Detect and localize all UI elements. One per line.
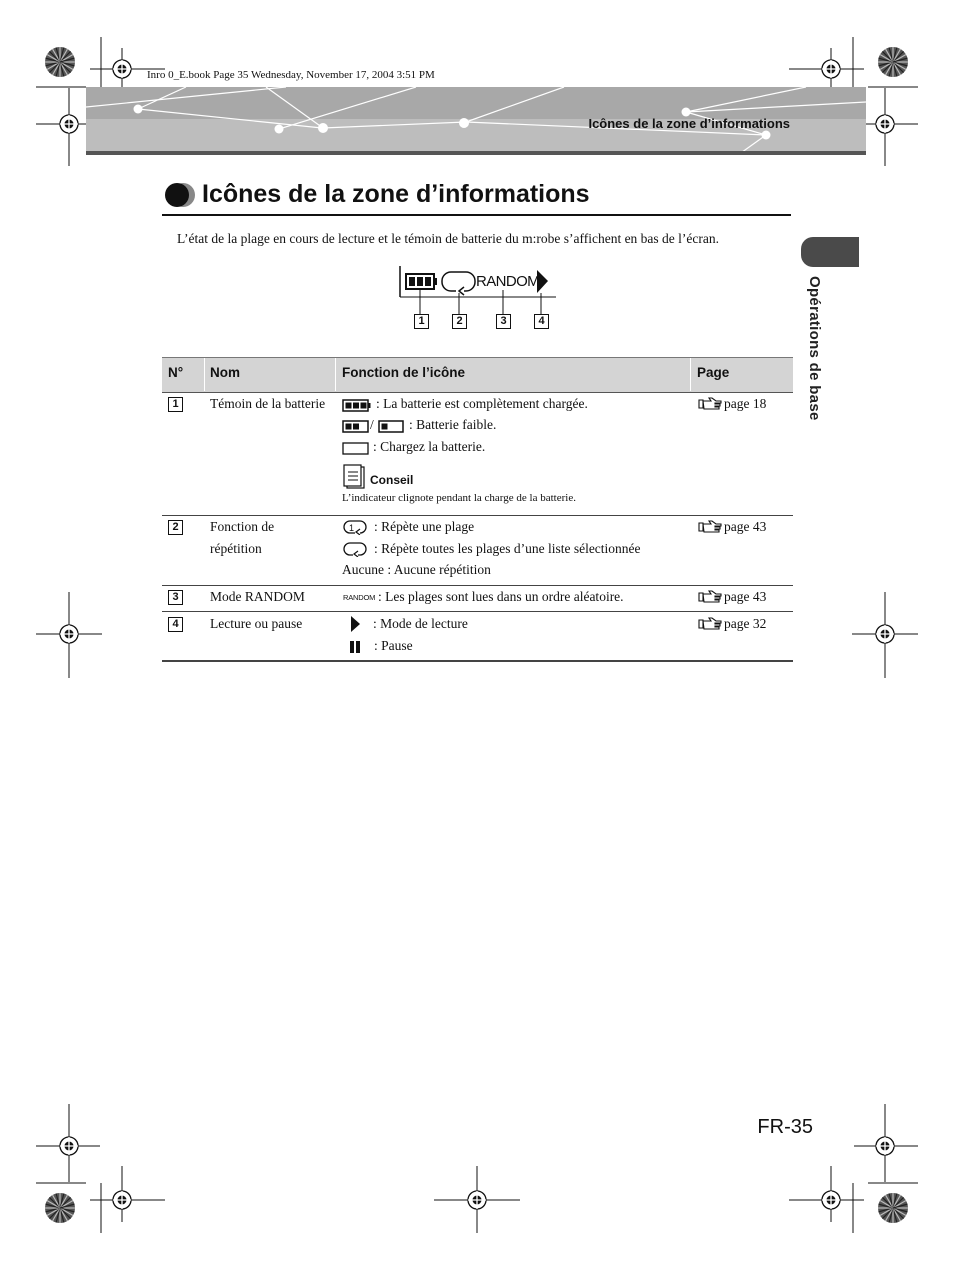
row-name: Mode RANDOM [210, 589, 305, 604]
battery-low-icon [378, 420, 406, 433]
svg-text:1: 1 [349, 523, 355, 533]
row-number: 3 [168, 590, 183, 605]
function-text: : Mode de lecture [373, 616, 468, 631]
row-number: 4 [168, 617, 183, 632]
row-name: Fonction de [210, 519, 275, 534]
battery-medium-icon [342, 420, 370, 433]
function-text: Aucune : Aucune répétition [342, 562, 491, 577]
page-reference[interactable]: page 18 [724, 396, 767, 411]
function-text: : La batterie est complètement chargée. [376, 396, 588, 411]
banner-rule [86, 151, 866, 155]
book-info-line: Inro 0_E.book Page 35 Wednesday, November 17, 2004 3:51 PM [147, 69, 435, 81]
repeat-one-icon [343, 519, 369, 535]
column-header-name: Nom [210, 365, 240, 380]
page-title: Icônes de la zone d’informations [202, 180, 590, 208]
row-name: Lecture ou pause [210, 616, 303, 631]
tip-text: L’indicateur clignote pendant la charge de la batterie. [342, 492, 576, 504]
row-divider [162, 515, 793, 516]
page-reference[interactable]: page 43 [724, 589, 767, 604]
row-name: répétition [210, 541, 262, 556]
title-rule [162, 214, 791, 216]
intro-text: L’état de la plage en cours de lecture et le témoin de batterie du m:robe s’affichent en bas de l’écran. [177, 231, 720, 246]
play-icon [349, 615, 363, 633]
row-divider [162, 585, 793, 586]
function-text: : Pause [374, 638, 413, 653]
column-header-number: N° [168, 365, 184, 380]
heading-bullet-icon [163, 181, 197, 209]
header-divider [335, 358, 336, 391]
battery-full-icon [406, 274, 437, 289]
pointing-hand-icon [698, 519, 722, 533]
table-bottom-rule [162, 660, 793, 662]
page-number: FR-35 [757, 1116, 813, 1138]
function-text: : Répète une plage [374, 519, 475, 534]
pointing-hand-icon [698, 589, 722, 603]
row-number: 2 [168, 520, 183, 535]
function-text: : Batterie faible. [409, 417, 497, 432]
random-icon-label: RANDOM [343, 593, 376, 602]
separator-slash: / [370, 417, 374, 432]
random-indicator: RANDOM [476, 273, 540, 290]
header-divider [690, 358, 691, 391]
pointing-hand-icon [698, 616, 722, 630]
battery-full-icon [342, 399, 372, 412]
repeat-all-icon [343, 541, 369, 557]
header-divider [204, 358, 205, 391]
callout-4: 4 [534, 314, 549, 329]
note-memo-icon [342, 464, 368, 490]
tip-label: Conseil [370, 473, 414, 487]
function-text: : Répète toutes les plages d’une liste sélectionnée [374, 541, 641, 556]
battery-empty-icon [342, 442, 370, 455]
pointing-hand-icon [698, 396, 722, 410]
section-label: Opérations de base [806, 276, 823, 421]
page-reference[interactable]: page 43 [724, 519, 767, 534]
page-reference[interactable]: page 32 [724, 616, 767, 631]
row-name: Témoin de la batterie [210, 396, 326, 411]
function-text: : Chargez la batterie. [373, 439, 486, 454]
pause-icon [349, 640, 363, 654]
repeat-all-icon [442, 272, 475, 295]
callout-3: 3 [496, 314, 511, 329]
section-tab [801, 237, 859, 267]
row-divider [162, 611, 793, 612]
row-number: 1 [168, 397, 183, 412]
callout-1: 1 [414, 314, 429, 329]
column-header-page: Page [697, 365, 730, 380]
running-header: Icônes de la zone d’informations [588, 116, 790, 131]
callout-2: 2 [452, 314, 467, 329]
function-text: : Les plages sont lues dans un ordre aléatoire. [378, 589, 624, 604]
column-header-function: Fonction de l’icône [342, 365, 466, 380]
